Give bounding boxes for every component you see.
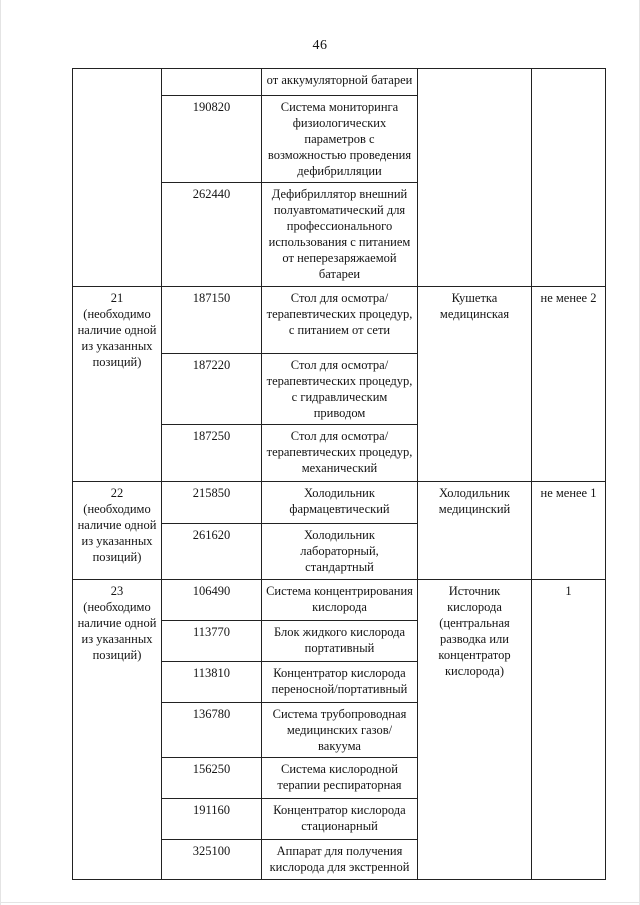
position-cell: 22 (необходимо наличие одной из указанных позиций) (73, 482, 162, 580)
scan-edge-left (0, 0, 1, 905)
requirement-cell: Кушетка медицинская (418, 287, 532, 482)
position-cell: 21 (необходимо наличие одной из указанных позиций) (73, 287, 162, 482)
requirement-cell (418, 69, 532, 287)
name-cell: Блок жидкого кислорода портативный (262, 621, 418, 662)
name-cell: Стол для осмотра/терапевтических процедур, механический (262, 425, 418, 482)
quantity-cell: не менее 1 (532, 482, 606, 580)
code-cell: 113810 (162, 662, 262, 703)
name-cell: Система концентрирования кислорода (262, 580, 418, 621)
code-cell: 187150 (162, 287, 262, 354)
name-cell: Стол для осмотра/терапевтических процедур, с питанием от сети (262, 287, 418, 354)
code-cell: 325100 (162, 840, 262, 880)
requirement-cell: Источник кислорода (центральная разводка или концентратор кислорода) (418, 580, 532, 880)
name-cell: Концентратор кислорода стационарный (262, 799, 418, 840)
page-number: 46 (312, 38, 328, 53)
name-cell: Дефибриллятор внешний полуавтоматический для профессионального использования с питанием от неперезаряжаемой батареи (262, 183, 418, 287)
scan-edge-bottom (0, 902, 640, 903)
name-cell: Аппарат для получения кислорода для экстренной (262, 840, 418, 880)
table-row (73, 580, 606, 621)
code-cell: 262440 (162, 183, 262, 287)
table-row (73, 287, 606, 354)
code-cell: 187220 (162, 354, 262, 425)
position-cell (73, 69, 162, 287)
quantity-cell: не менее 2 (532, 287, 606, 482)
quantity-cell (532, 69, 606, 287)
code-cell: 106490 (162, 580, 262, 621)
code-cell: 187250 (162, 425, 262, 482)
name-cell: от аккумуляторной батареи (262, 69, 418, 96)
requirement-cell: Холодильник медицинский (418, 482, 532, 580)
code-cell: 136780 (162, 703, 262, 758)
name-cell: Система трубопроводная медицинских газов/вакуума (262, 703, 418, 758)
name-cell: Холодильник лабораторный, стандартный (262, 524, 418, 580)
table-row (73, 69, 606, 96)
name-cell: Система мониторинга физиологических параметров с возможностью проведения дефибрилляции (262, 96, 418, 183)
code-cell: 191160 (162, 799, 262, 840)
code-cell: 215850 (162, 482, 262, 524)
name-cell: Концентратор кислорода переносной/портативный (262, 662, 418, 703)
name-cell: Холодильник фармацевтический (262, 482, 418, 524)
code-cell: 190820 (162, 96, 262, 183)
equipment-table (72, 68, 606, 880)
code-cell: 261620 (162, 524, 262, 580)
name-cell: Стол для осмотра/терапевтических процедур, с гидравлическим приводом (262, 354, 418, 425)
table-row (73, 482, 606, 524)
quantity-cell: 1 (532, 580, 606, 880)
position-cell: 23 (необходимо наличие одной из указанных позиций) (73, 580, 162, 880)
name-cell: Система кислородной терапии респираторная (262, 758, 418, 799)
code-cell: 113770 (162, 621, 262, 662)
code-cell: 156250 (162, 758, 262, 799)
code-cell (162, 69, 262, 96)
